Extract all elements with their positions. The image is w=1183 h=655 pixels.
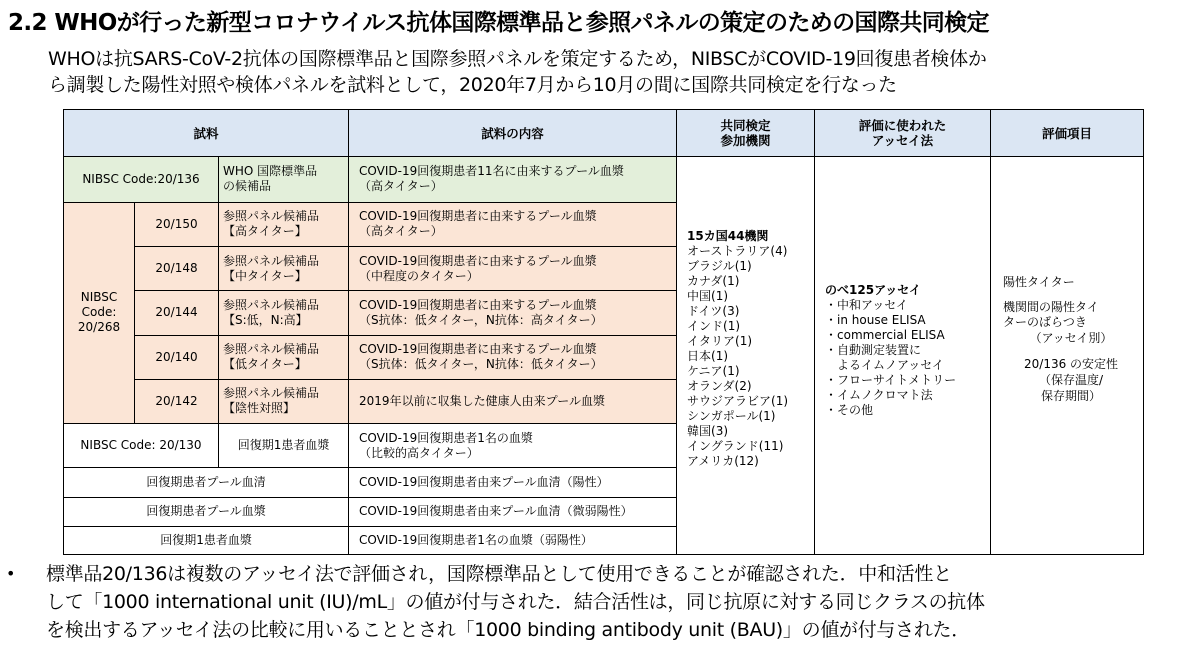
- panel-content-line: COVID-19回復期患者に由来するプール血漿: [359, 297, 597, 312]
- lab-item: ドイツ(3): [687, 304, 740, 319]
- panel-type-line: 参照パネル候補品: [223, 386, 320, 401]
- table-row: [64, 157, 1144, 202]
- standard-type: [219, 157, 349, 202]
- panel-content-line: COVID-19回復期患者に由来するプール血漿: [359, 253, 597, 268]
- panel-code: 20/140: [135, 335, 219, 379]
- standard-type-line: WHO 国際標準品: [223, 164, 318, 179]
- eval-gap: [1003, 290, 1139, 300]
- panel-content: [349, 335, 677, 379]
- assay-item: ・イムノクロマト法: [825, 388, 933, 403]
- lab-item: アメリカ(12): [687, 454, 759, 469]
- eval-item-variance: 機関間の陽性タイ: [1003, 300, 1099, 315]
- assay-item: ・commercial ELISA: [825, 328, 945, 343]
- header-content: 試料の内容: [349, 110, 677, 157]
- panel-content-line: （中程度のタイター）: [359, 268, 479, 283]
- panel-type-line: 参照パネル候補品: [223, 297, 320, 312]
- panel-content-line: COVID-19回復期患者に由来するプール血漿: [359, 342, 597, 357]
- sample-table: [63, 109, 1144, 555]
- panel-type-line: 【低タイター】: [223, 357, 307, 372]
- single-type: 回復期1患者血漿: [219, 424, 349, 468]
- panel-content-line: 2019年以前に収集した健康人由来プール血漿: [359, 393, 605, 408]
- other-sample: 回復期患者プール血漿: [64, 497, 349, 526]
- header-labs: [677, 110, 815, 157]
- eval-item-titer: 陽性タイター: [1003, 275, 1075, 290]
- panel-content: [349, 291, 677, 335]
- eval-item-stability: 20/136 の安定性: [1024, 357, 1119, 372]
- panel-type-line: 【高タイター】: [223, 224, 307, 239]
- intro-text: [48, 46, 1173, 98]
- panel-code: 20/148: [135, 246, 219, 290]
- panel-type-line: 参照パネル候補品: [223, 342, 320, 357]
- assays-summary: のべ125アッセイ: [825, 283, 921, 298]
- bullet-marker: •: [6, 564, 16, 583]
- panel-type-line: 【陰性対照】: [223, 401, 296, 416]
- panel-content-line: COVID-19回復期患者に由来するプール血漿: [359, 209, 597, 224]
- lab-item: オランダ(2): [687, 379, 752, 394]
- other-sample: 回復期患者プール血清: [64, 468, 349, 497]
- assay-item: ・中和アッセイ: [825, 298, 908, 313]
- lab-item: ブラジル(1): [687, 259, 752, 274]
- single-content-line: COVID-19回復期患者1名の血漿: [359, 430, 533, 445]
- lab-item: サウジアラビア(1): [687, 394, 789, 409]
- labs-cell: [677, 157, 815, 555]
- assay-item: ・フローサイトメトリー: [825, 373, 957, 388]
- eval-item-stability: 保存期間）: [1041, 389, 1102, 404]
- intro-line: ら調製した陽性対照や検体パネルを試料として，2020年7月から10月の間に国際共同検定を行なった: [48, 74, 897, 96]
- standard-content-line: COVID-19回復期患者11名に由来するプール血漿: [359, 164, 624, 179]
- assay-item: ・in house ELISA: [825, 313, 926, 328]
- lab-item: ケニア(1): [687, 364, 740, 379]
- standard-content-line: （高タイター）: [359, 179, 443, 194]
- panel-group-line: 20/268: [77, 320, 121, 335]
- panel-type-line: 【S:低，N:高】: [223, 312, 308, 327]
- eval-gap: [1003, 346, 1139, 356]
- panel-type: [219, 291, 349, 335]
- eval-item-variance: （アッセイ別）: [1029, 331, 1113, 346]
- panel-type-line: 参照パネル候補品: [223, 253, 320, 268]
- panel-code: 20/142: [135, 379, 219, 423]
- header-assays-line: 評価に使われた: [858, 118, 947, 134]
- other-content: COVID-19回復期患者由来プール血清（微弱陽性）: [349, 497, 677, 526]
- lab-item: 韓国(3): [687, 424, 729, 439]
- page-title: 2.2 WHOが行った新型コロナウイルス抗体国際標準品と参照パネルの策定のための国際共同検定: [8, 10, 989, 36]
- panel-type: [219, 335, 349, 379]
- header-eval: 評価項目: [991, 110, 1144, 157]
- panel-group-line: Code:: [81, 305, 117, 320]
- standard-code: NIBSC Code:20/136: [64, 157, 219, 202]
- panel-type-line: 参照パネル候補品: [223, 209, 320, 224]
- assays-cell: [815, 157, 991, 555]
- panel-type-line: 【中タイター】: [223, 268, 307, 283]
- lab-item: シンガポール(1): [687, 409, 776, 424]
- header-assays: [815, 110, 991, 157]
- panel-type: [219, 246, 349, 290]
- intro-line: WHOは抗SARS-CoV-2抗体の国際標準品と国際参照パネルを策定するため，NIBSCがCOVID-19回復患者検体か: [48, 48, 987, 70]
- bullet-line: して「1000 international unit (IU)/mL」の値が付与された．結合活性は，同じ抗原に対する同じクラスの抗体: [46, 591, 985, 613]
- standard-content: [349, 157, 677, 202]
- header-row: [64, 110, 1144, 157]
- labs-summary: 15カ国44機関: [687, 229, 769, 244]
- panel-type: [219, 379, 349, 423]
- lab-item: インド(1): [687, 319, 741, 334]
- bullet-text: [46, 560, 1176, 644]
- lab-item: イタリア(1): [687, 334, 753, 349]
- header-assays-line: アッセイ法: [871, 133, 934, 149]
- lab-item: イングランド(11): [687, 439, 784, 454]
- panel-group-line: NIBSC: [80, 290, 118, 305]
- panel-content: [349, 246, 677, 290]
- panel-content: [349, 202, 677, 246]
- assay-item: ・自動測定装置に: [825, 343, 922, 358]
- panel-group-code: [64, 202, 135, 423]
- bullet-line: 標準品20/136は複数のアッセイ法で評価され，国際標準品として使用できることが確認された．中和活性と: [46, 563, 952, 585]
- panel-code: 20/150: [135, 202, 219, 246]
- lab-item: 中国(1): [687, 289, 729, 304]
- panel-content: [349, 379, 677, 423]
- assay-item: よるイムノアッセイ: [825, 358, 944, 373]
- panel-type: [219, 202, 349, 246]
- single-content: [349, 424, 677, 468]
- eval-item-variance: ターのばらつき: [1003, 315, 1087, 330]
- other-sample: 回復期1患者血漿: [64, 526, 349, 554]
- standard-type-line: の候補品: [223, 179, 272, 194]
- panel-code: 20/144: [135, 291, 219, 335]
- eval-cell: [991, 157, 1144, 555]
- lab-item: 日本(1): [687, 349, 729, 364]
- eval-item-stability: （保存温度/: [1039, 373, 1104, 388]
- header-labs-line: 共同検定: [720, 118, 771, 134]
- lab-item: オーストラリア(4): [687, 244, 788, 259]
- other-content: COVID-19回復期患者由来プール血清（陽性）: [349, 468, 677, 497]
- assay-item: ・その他: [825, 403, 874, 418]
- header-sample: 試料: [64, 110, 349, 157]
- single-content-line: （比較的高タイター）: [359, 445, 479, 460]
- header-labs-line: 参加機関: [720, 133, 771, 149]
- panel-content-line: （S抗体：低タイター，N抗体：高タイター）: [359, 312, 603, 327]
- panel-content-line: （S抗体：低タイター，N抗体：低タイター）: [359, 357, 603, 372]
- other-content: COVID-19回復期患者1名の血漿（弱陽性）: [349, 526, 677, 554]
- panel-content-line: （高タイター）: [359, 224, 443, 239]
- lab-item: カナダ(1): [687, 274, 740, 289]
- bullet-line: を検出するアッセイ法の比較に用いることとされ「1000 binding antibody unit (BAU)」の値が付与された．: [46, 619, 970, 641]
- single-code: NIBSC Code: 20/130: [64, 424, 219, 468]
